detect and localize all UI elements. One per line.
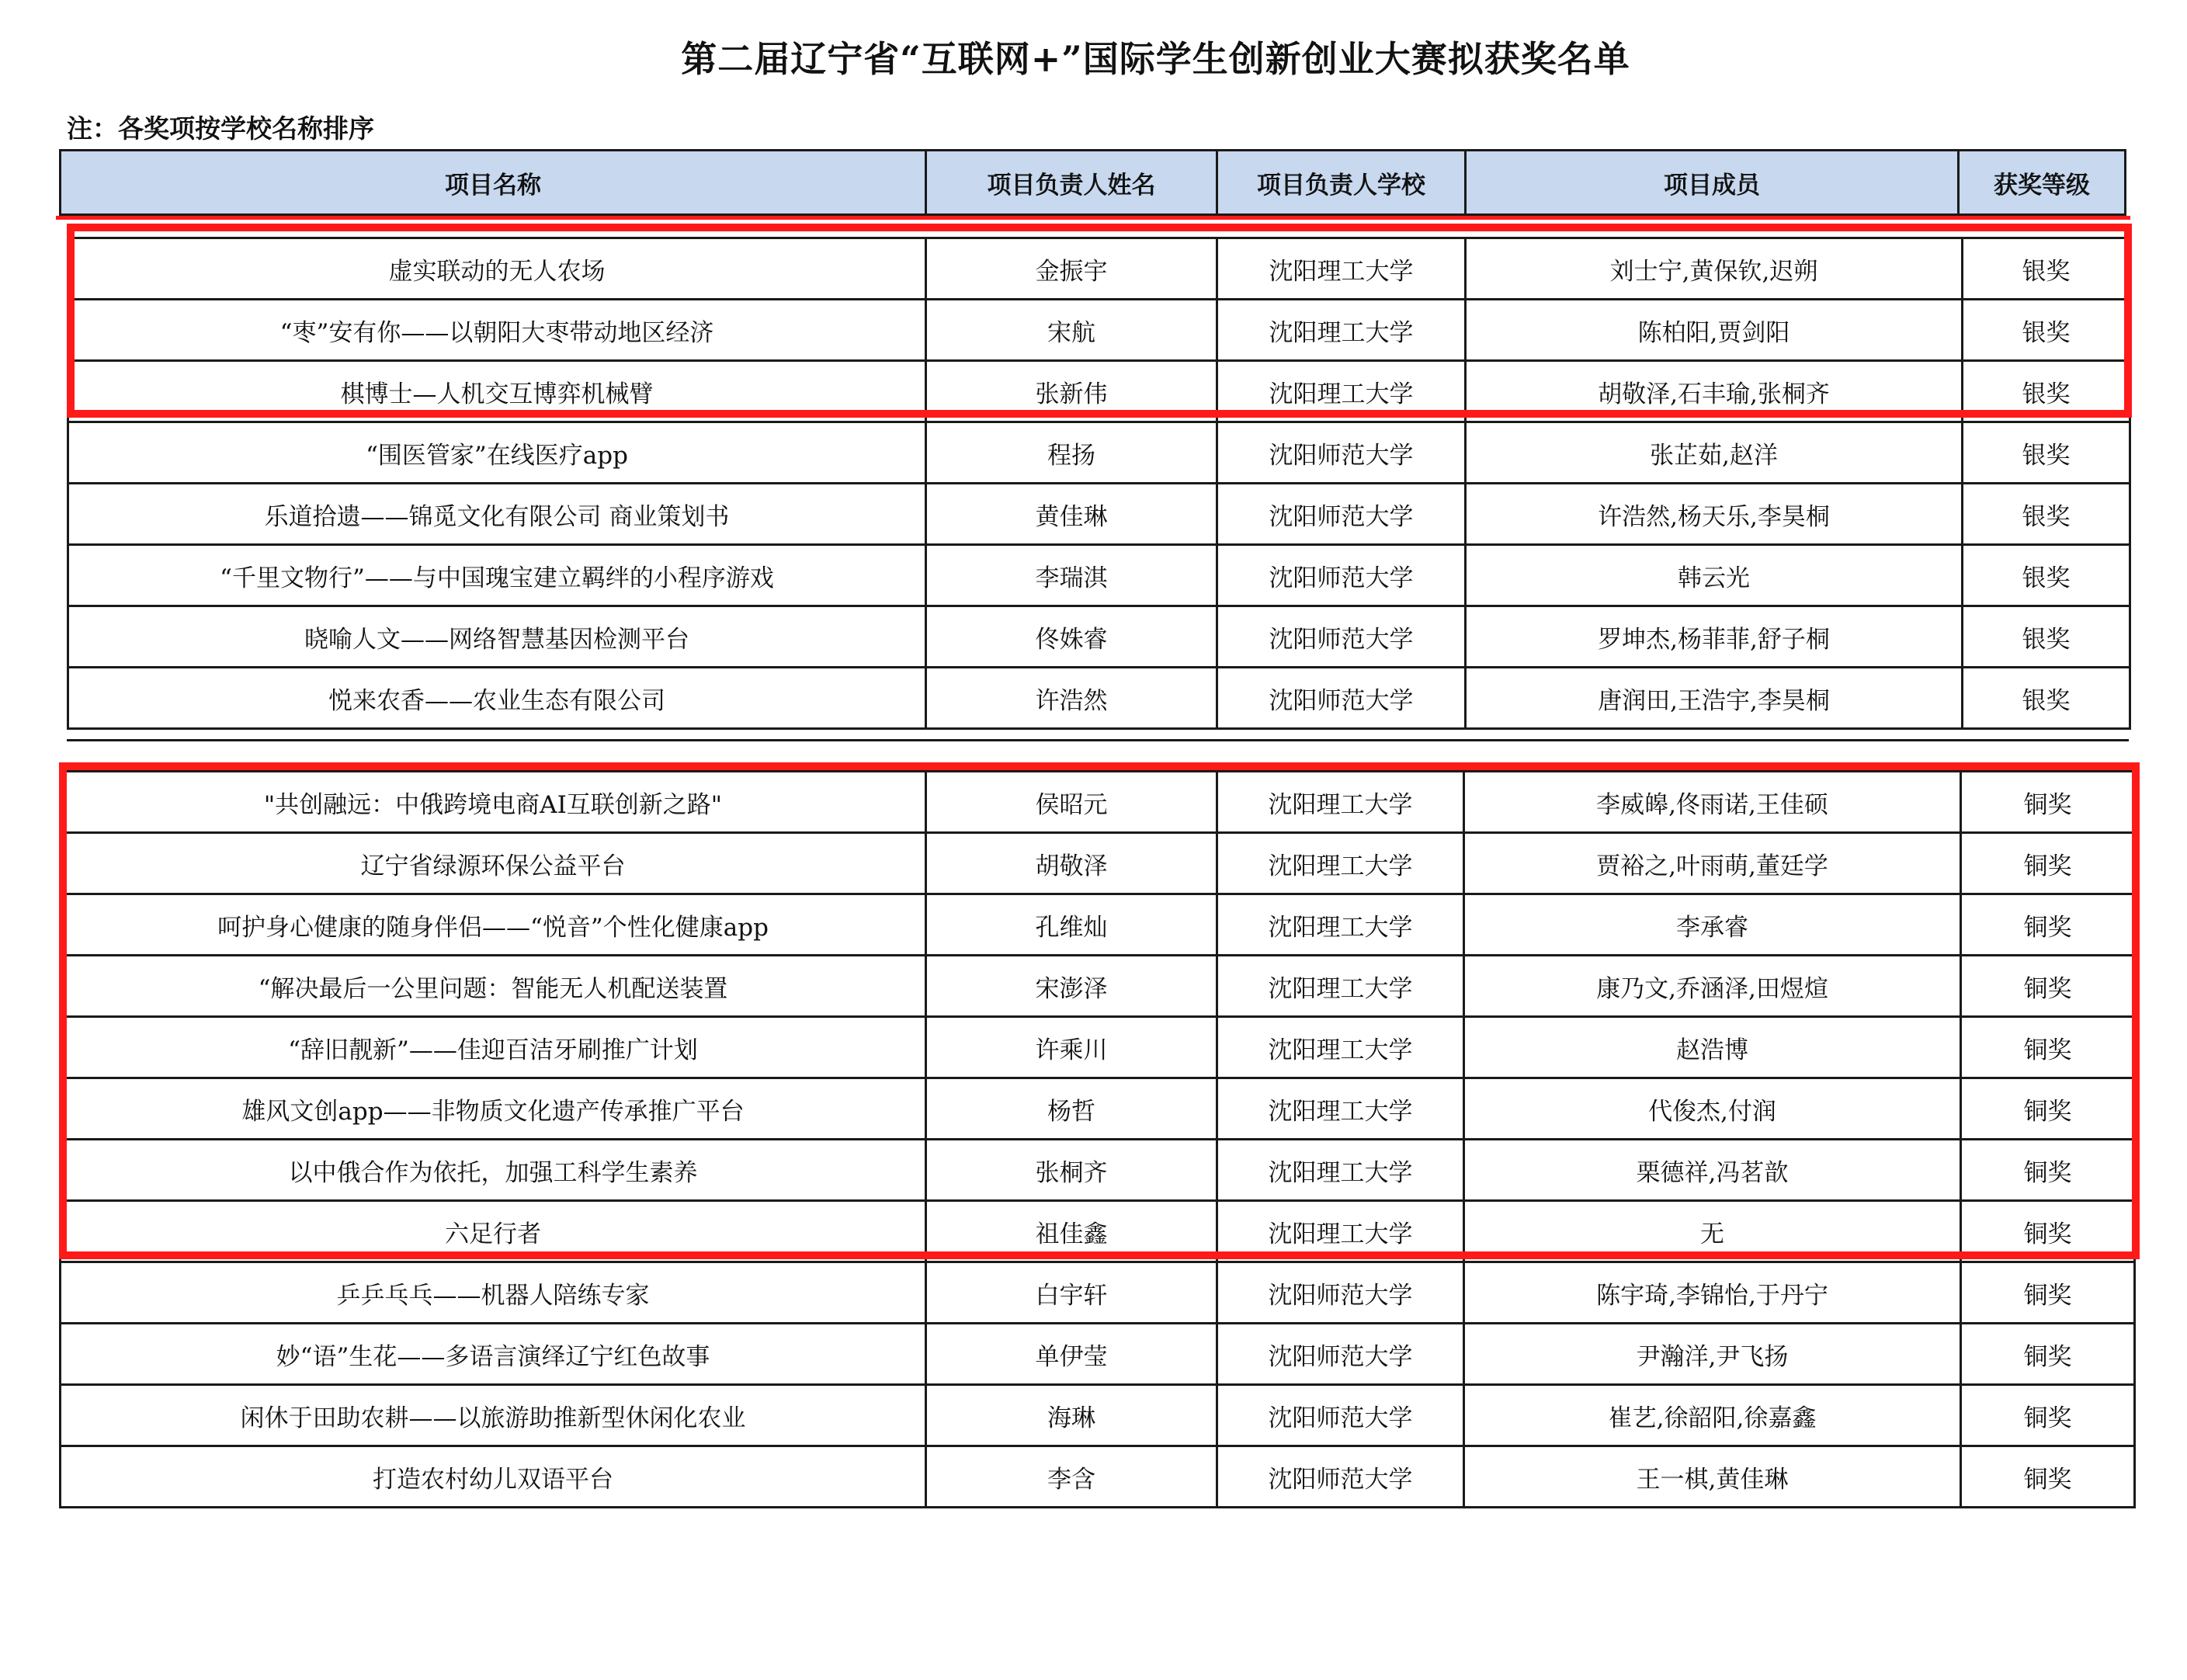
leader-school-cell: 沈阳理工大学: [1217, 956, 1464, 1017]
leader-name-cell: 海琳: [926, 1385, 1217, 1446]
leader-school-cell: 沈阳师范大学: [1217, 484, 1466, 545]
award-level-cell: 银奖: [1963, 238, 2130, 300]
table-row: [68, 300, 2130, 361]
award-level-cell: 铜奖: [1961, 1385, 2135, 1446]
table-row: [68, 484, 2130, 545]
award-level-cell: 铜奖: [1961, 1262, 2135, 1324]
silver-award-rows: [68, 238, 2130, 729]
leader-school-cell: 沈阳理工大学: [1217, 1017, 1464, 1078]
column-header-award-level: 获奖等级: [1959, 151, 2126, 216]
members-cell: 韩云光: [1466, 545, 1963, 606]
leader-name-cell: 张新伟: [926, 361, 1217, 422]
table-row: [61, 894, 2135, 956]
leader-name-cell: 宋航: [926, 300, 1217, 361]
project-name-cell: 乒乒乓乓——机器人陪练专家: [61, 1262, 926, 1324]
award-level-cell: 银奖: [1963, 422, 2130, 484]
project-name-cell: 六足行者: [61, 1201, 926, 1262]
members-cell: 无: [1464, 1201, 1961, 1262]
leader-school-cell: 沈阳师范大学: [1217, 1385, 1464, 1446]
project-name-cell: 晓喻人文——网络智慧基因检测平台: [68, 606, 926, 668]
leader-name-cell: 宋澎泽: [926, 956, 1217, 1017]
project-name-cell: 雄风文创app——非物质文化遗产传承推广平台: [61, 1078, 926, 1140]
members-cell: 崔艺,徐韶阳,徐嘉鑫: [1464, 1385, 1961, 1446]
leader-name-cell: 张桐齐: [926, 1140, 1217, 1201]
leader-school-cell: 沈阳理工大学: [1217, 361, 1466, 422]
award-level-cell: 铜奖: [1961, 894, 2135, 956]
leader-school-cell: 沈阳师范大学: [1217, 1262, 1464, 1324]
project-name-cell: 打造农村幼儿双语平台: [61, 1446, 926, 1508]
project-name-cell: “辞旧靓新”——佳迎百洁牙刷推广计划: [61, 1017, 926, 1078]
leader-name-cell: 单伊莹: [926, 1324, 1217, 1385]
members-cell: 胡敬泽,石丰瑜,张桐齐: [1466, 361, 1963, 422]
table-row: [61, 1385, 2135, 1446]
award-level-cell: 铜奖: [1961, 1324, 2135, 1385]
table-row: [68, 422, 2130, 484]
members-cell: 刘士宁,黄保钦,迟朔: [1466, 238, 1963, 300]
project-name-cell: 闲休于田助农耕——以旅游助推新型休闲化农业: [61, 1385, 926, 1446]
project-name-cell: “解决最后一公里问题：智能无人机配送装置: [61, 956, 926, 1017]
table-row: [61, 1140, 2135, 1201]
award-level-cell: 铜奖: [1961, 1201, 2135, 1262]
project-name-cell: 以中俄合作为依托，加强工科学生素养: [61, 1140, 926, 1201]
members-cell: 陈宇琦,李锦怡,于丹宁: [1464, 1262, 1961, 1324]
award-level-cell: 铜奖: [1961, 956, 2135, 1017]
leader-school-cell: 沈阳师范大学: [1217, 545, 1466, 606]
project-name-cell: 悦来农香——农业生态有限公司: [68, 668, 926, 729]
leader-school-cell: 沈阳理工大学: [1217, 300, 1466, 361]
members-cell: 康乃文,乔涵泽,田煜煊: [1464, 956, 1961, 1017]
leader-school-cell: 沈阳师范大学: [1217, 668, 1466, 729]
table-row: [61, 1324, 2135, 1385]
column-header-members: 项目成员: [1466, 151, 1959, 216]
page-title: 第二届辽宁省“互联网+”国际学生创新创业大赛拟获奖名单: [681, 38, 1630, 80]
leader-school-cell: 沈阳师范大学: [1217, 1446, 1464, 1508]
leader-name-cell: 李瑞淇: [926, 545, 1217, 606]
sort-note: 注：各奖项按学校名称排序: [67, 113, 374, 144]
members-cell: 李承睿: [1464, 894, 1961, 956]
members-cell: 尹瀚洋,尹飞扬: [1464, 1324, 1961, 1385]
leader-name-cell: 胡敬泽: [926, 833, 1217, 894]
award-level-cell: 银奖: [1963, 484, 2130, 545]
members-cell: 张芷茹,赵洋: [1466, 422, 1963, 484]
red-divider-line: [56, 216, 2130, 220]
table-row: [61, 1017, 2135, 1078]
leader-name-cell: 程扬: [926, 422, 1217, 484]
leader-name-cell: 孔维灿: [926, 894, 1217, 956]
members-cell: 王一棋,黄佳琳: [1464, 1446, 1961, 1508]
table-row: [68, 668, 2130, 729]
bronze-award-rows: [61, 772, 2135, 1508]
members-cell: 许浩然,杨天乐,李昊桐: [1466, 484, 1963, 545]
table-row: [61, 956, 2135, 1017]
leader-school-cell: 沈阳理工大学: [1217, 1078, 1464, 1140]
project-name-cell: “围医管家”在线医疗app: [68, 422, 926, 484]
section-divider: [67, 739, 2129, 741]
column-header-leader-school: 项目负责人学校: [1217, 151, 1466, 216]
award-level-cell: 银奖: [1963, 606, 2130, 668]
members-cell: 赵浩博: [1464, 1017, 1961, 1078]
leader-name-cell: 杨哲: [926, 1078, 1217, 1140]
award-level-cell: 铜奖: [1961, 833, 2135, 894]
award-level-cell: 银奖: [1963, 300, 2130, 361]
members-cell: 贾裕之,叶雨萌,董廷学: [1464, 833, 1961, 894]
project-name-cell: 妙“语”生花——多语言演绎辽宁红色故事: [61, 1324, 926, 1385]
leader-school-cell: 沈阳理工大学: [1217, 1201, 1464, 1262]
leader-name-cell: 佟姝睿: [926, 606, 1217, 668]
leader-name-cell: 侯昭元: [926, 772, 1217, 833]
table-row: [68, 361, 2130, 422]
leader-school-cell: 沈阳理工大学: [1217, 772, 1464, 833]
award-level-cell: 铜奖: [1961, 1140, 2135, 1201]
award-level-cell: 银奖: [1963, 668, 2130, 729]
table-row: [61, 1262, 2135, 1324]
leader-name-cell: 白宇轩: [926, 1262, 1217, 1324]
award-level-cell: 银奖: [1963, 361, 2130, 422]
table-row: [61, 1078, 2135, 1140]
project-name-cell: 呵护身心健康的随身伴侣——“悦音”个性化健康app: [61, 894, 926, 956]
project-name-cell: “千里文物行”——与中国瑰宝建立羁绊的小程序游戏: [68, 545, 926, 606]
award-level-cell: 铜奖: [1961, 1446, 2135, 1508]
leader-name-cell: 许浩然: [926, 668, 1217, 729]
table-row: [61, 1446, 2135, 1508]
leader-school-cell: 沈阳理工大学: [1217, 833, 1464, 894]
table-row: [61, 833, 2135, 894]
award-level-cell: 铜奖: [1961, 772, 2135, 833]
project-name-cell: “枣”安有你——以朝阳大枣带动地区经济: [68, 300, 926, 361]
column-header-project-name: 项目名称: [61, 151, 926, 216]
bronze-award-table: [59, 770, 2136, 1508]
project-name-cell: 棋博士—人机交互博弈机械臂: [68, 361, 926, 422]
project-name-cell: 乐道拾遗——锦觅文化有限公司 商业策划书: [68, 484, 926, 545]
award-level-cell: 银奖: [1963, 545, 2130, 606]
table-row: [61, 772, 2135, 833]
table-row: [68, 238, 2130, 300]
leader-name-cell: 李含: [926, 1446, 1217, 1508]
leader-school-cell: 沈阳理工大学: [1217, 894, 1464, 956]
project-name-cell: 虚实联动的无人农场: [68, 238, 926, 300]
leader-school-cell: 沈阳师范大学: [1217, 1324, 1464, 1385]
award-level-cell: 铜奖: [1961, 1078, 2135, 1140]
leader-name-cell: 祖佳鑫: [926, 1201, 1217, 1262]
table-row: [68, 545, 2130, 606]
table-header: [59, 149, 2126, 217]
table-row: [68, 606, 2130, 668]
leader-school-cell: 沈阳师范大学: [1217, 422, 1466, 484]
leader-name-cell: 黄佳琳: [926, 484, 1217, 545]
column-header-leader-name: 项目负责人姓名: [926, 151, 1217, 216]
silver-award-table: [67, 237, 2131, 730]
members-cell: 罗坤杰,杨菲菲,舒子桐: [1466, 606, 1963, 668]
project-name-cell: "共创融远：中俄跨境电商AI互联创新之路": [61, 772, 926, 833]
members-cell: 唐润田,王浩宇,李昊桐: [1466, 668, 1963, 729]
project-name-cell: 辽宁省绿源环保公益平台: [61, 833, 926, 894]
leader-name-cell: 金振宇: [926, 238, 1217, 300]
leader-school-cell: 沈阳理工大学: [1217, 1140, 1464, 1201]
leader-name-cell: 许乘川: [926, 1017, 1217, 1078]
members-cell: 代俊杰,付润: [1464, 1078, 1961, 1140]
award-level-cell: 铜奖: [1961, 1017, 2135, 1078]
leader-school-cell: 沈阳师范大学: [1217, 606, 1466, 668]
members-cell: 李威皞,佟雨诺,王佳硕: [1464, 772, 1961, 833]
members-cell: 栗德祥,冯茗歆: [1464, 1140, 1961, 1201]
members-cell: 陈柏阳,贾剑阳: [1466, 300, 1963, 361]
table-row: [61, 1201, 2135, 1262]
leader-school-cell: 沈阳理工大学: [1217, 238, 1466, 300]
